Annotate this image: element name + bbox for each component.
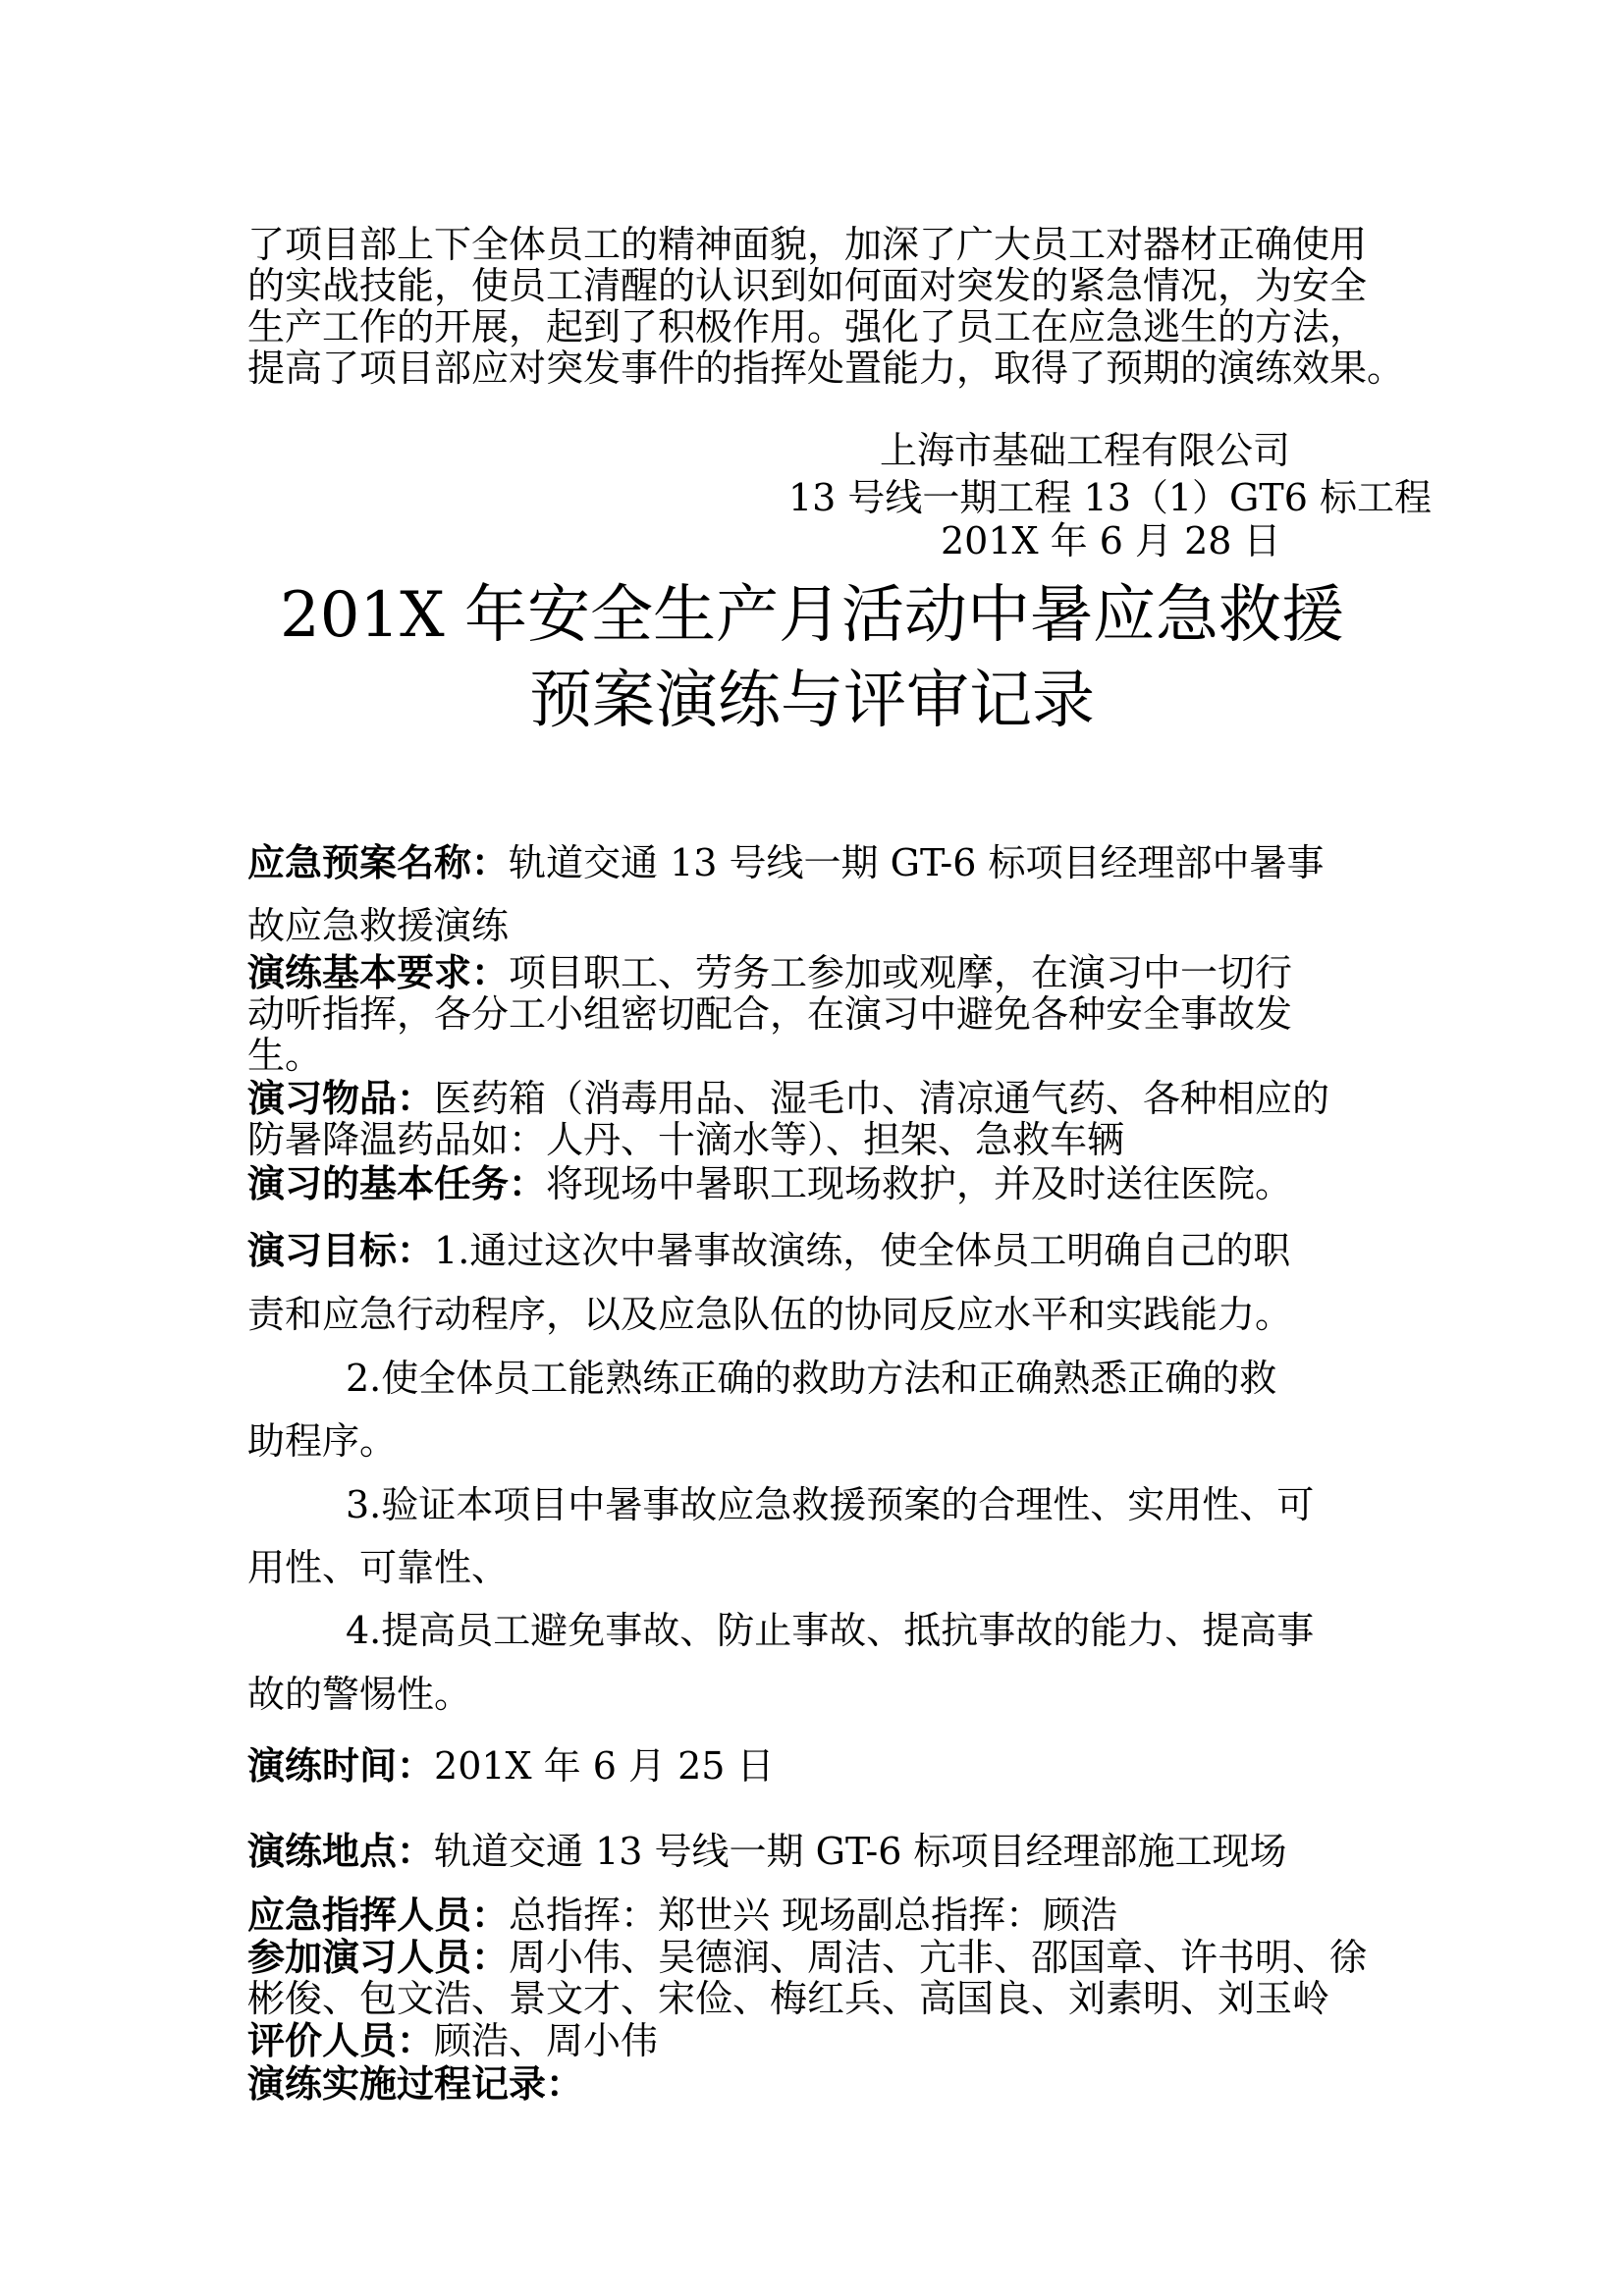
time-value: 201X 年 6 月 25 日 [434, 1744, 775, 1788]
process-line [247, 2054, 583, 2108]
basic-req-label: 演练基本要求： [247, 951, 510, 994]
plan-name-line-2: 故应急救援演练 [247, 904, 510, 947]
goal-1-line-2: 责和应急行动程序，以及应急队伍的协同反应水平和实践能力。 [247, 1293, 1293, 1336]
intro-line-1: 了项目部上下全体员工的精神面貌，加深了广大员工对器材正确使用 [247, 223, 1368, 266]
items-line-2: 防暑降温药品如：人丹、十滴水等）、担架、急救车辆 [247, 1118, 1125, 1161]
place-value: 轨道交通 13 号线一期 GT-6 标项目经理部施工现场 [434, 1830, 1287, 1873]
basic-req-value: 项目职工、劳务工参加或观摩，在演习中一切行 [509, 951, 1293, 994]
intro-line-2: 的实战技能，使员工清醒的认识到如何面对突发的紧急情况，为安全 [247, 264, 1368, 307]
goal-3-line-2: 用性、可靠性、 [247, 1546, 510, 1589]
plan-name-line-1 [247, 832, 1325, 886]
place-label: 演练地点： [247, 1830, 435, 1873]
plan-name-label: 应急预案名称： [247, 841, 510, 884]
evaluator-value: 顾浩、周小伟 [434, 2019, 659, 2062]
goal-4-line-2: 故的警惕性。 [247, 1673, 472, 1716]
plan-name-value: 轨道交通 13 号线一期 GT-6 标项目经理部中暑事 [509, 841, 1325, 884]
process-label: 演练实施过程记录： [247, 2062, 584, 2106]
signature-date: 201X 年 6 月 28 日 [941, 519, 1281, 562]
participants-line-2: 彬俊、包文浩、景文才、宋俭、梅红兵、高国良、刘素明、刘玉岭 [247, 1977, 1330, 2020]
goal-2-line-1: 2.使全体员工能熟练正确的救助方法和正确熟悉正确的救 [346, 1357, 1277, 1400]
intro-line-4: 提高了项目部应对突发事件的指挥处置能力，取得了预期的演练效果。 [247, 347, 1405, 390]
command-label: 应急指挥人员： [247, 1894, 510, 1937]
basic-req-line-3: 生。 [247, 1034, 323, 1077]
signature-project: 13 号线一期工程 13（1）GT6 标工程 [788, 476, 1433, 519]
goal-label: 演习目标： [247, 1229, 435, 1272]
time-label: 演练时间： [247, 1744, 435, 1788]
goal-line-1 [247, 1220, 1290, 1274]
command-value: 总指挥：郑世兴 现场副总指挥：顾浩 [509, 1894, 1118, 1937]
items-value: 医药箱（消毒用品、湿毛巾、清凉通气药、各种相应的 [434, 1077, 1330, 1120]
goal-2-line-2: 助程序。 [247, 1419, 398, 1463]
participants-value: 周小伟、吴德润、周洁、亢非、邵国章、许书明、徐 [509, 1936, 1368, 1979]
evaluator-label: 评价人员： [247, 2019, 435, 2062]
basic-req-line-2: 动听指挥，各分工小组密切配合，在演习中避免各种安全事故发 [247, 992, 1293, 1036]
task-line [247, 1153, 1292, 1207]
task-label: 演习的基本任务： [247, 1162, 547, 1205]
time-line [247, 1735, 775, 1789]
document-title-line-1: 201X 年安全生产月活动中暑应急救援 [279, 579, 1345, 652]
signature-company: 上海市基础工程有限公司 [880, 429, 1291, 472]
participants-label: 参加演习人员： [247, 1936, 510, 1979]
intro-line-3: 生产工作的开展，起到了积极作用。强化了员工在应急逃生的方法， [247, 305, 1368, 348]
place-line [247, 1821, 1287, 1875]
items-label: 演习物品： [247, 1077, 435, 1120]
goal-1-value: 1.通过这次中暑事故演练，使全体员工明确自己的职 [434, 1229, 1291, 1272]
goal-4-line-1: 4.提高员工避免事故、防止事故、抵抗事故的能力、提高事 [346, 1609, 1315, 1652]
goal-3-line-1: 3.验证本项目中暑事故应急救援预案的合理性、实用性、可 [346, 1483, 1315, 1526]
task-value: 将现场中暑职工现场救护，并及时送往医院。 [546, 1162, 1293, 1205]
document-title-line-2: 预案演练与评审记录 [529, 665, 1095, 737]
